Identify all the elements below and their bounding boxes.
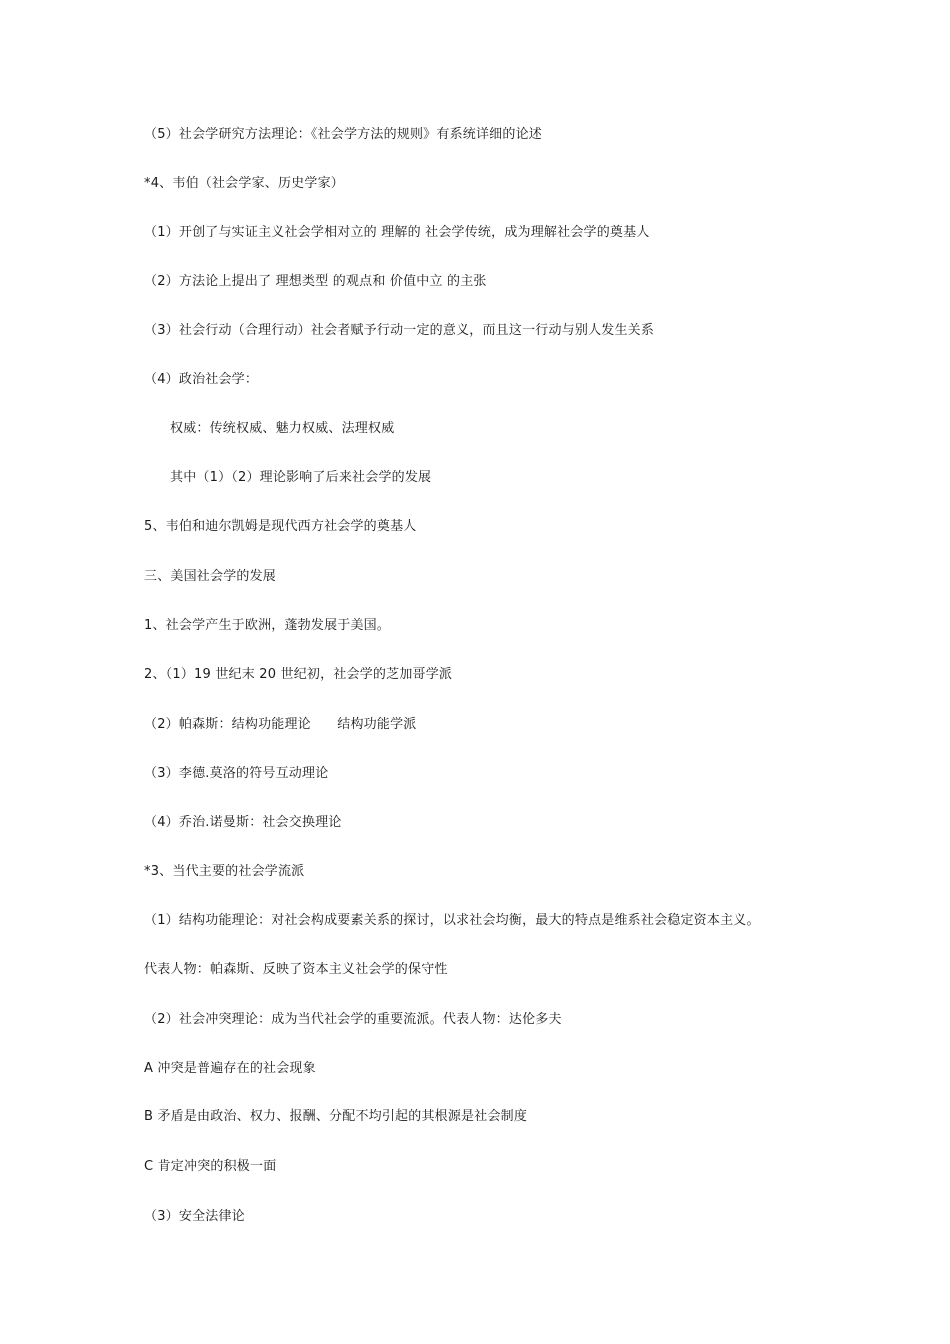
text-line: （4）乔治.诺曼斯：社会交换理论 (144, 815, 342, 830)
text-line: 2、（1）19 世纪末 20 世纪初，社会学的芝加哥学派 (144, 667, 453, 682)
section-heading: *3、当代主要的社会学流派 (144, 864, 305, 879)
text-line: 1、社会学产生于欧洲，蓬勃发展于美国。 (144, 618, 391, 633)
text-line: （2）方法论上提出了 理想类型 的观点和 价值中立 的主张 (144, 274, 487, 289)
text-line: （5）社会学研究方法理论：《社会学方法的规则》有系统详细的论述 (144, 127, 542, 142)
text-line: 代表人物：帕森斯、反映了资本主义社会学的保守性 (144, 962, 448, 977)
text-line: （3）李德.莫洛的符号互动理论 (144, 766, 329, 781)
text-line: （1）开创了与实证主义社会学相对立的 理解的 社会学传统，成为理解社会学的奠基人 (144, 225, 650, 240)
text-line: 其中（1）（2）理论影响了后来社会学的发展 (170, 470, 432, 485)
text-line: （3）社会行动（合理行动）社会者赋予行动一定的意义，而且这一行动与别人发生关系 (144, 323, 655, 338)
text-line: （2）帕森斯：结构功能理论 结构功能学派 (144, 717, 417, 732)
text-line: 5、韦伯和迪尔凯姆是现代西方社会学的奠基人 (144, 519, 417, 534)
text-line: （4）政治社会学： (144, 372, 259, 387)
text-line: （1）结构功能理论：对社会构成要素关系的探讨，以求社会均衡，最大的特点是维系社会稳定资本主义。 (144, 913, 760, 928)
section-heading: *4、韦伯（社会学家、历史学家） (144, 176, 344, 191)
text-line: （3）安全法律论 (144, 1209, 245, 1224)
text-line: C 肯定冲突的积极一面 (144, 1159, 277, 1174)
text-line: B 矛盾是由政治、权力、报酬、分配不均引起的其根源是社会制度 (144, 1109, 528, 1124)
section-heading: 三、美国社会学的发展 (144, 569, 277, 584)
text-line: A 冲突是普遍存在的社会现象 (144, 1061, 316, 1076)
text-line: （2）社会冲突理论：成为当代社会学的重要流派。代表人物：达伦多夫 (144, 1012, 562, 1027)
text-line: 权威：传统权威、魅力权威、法理权威 (170, 421, 395, 436)
